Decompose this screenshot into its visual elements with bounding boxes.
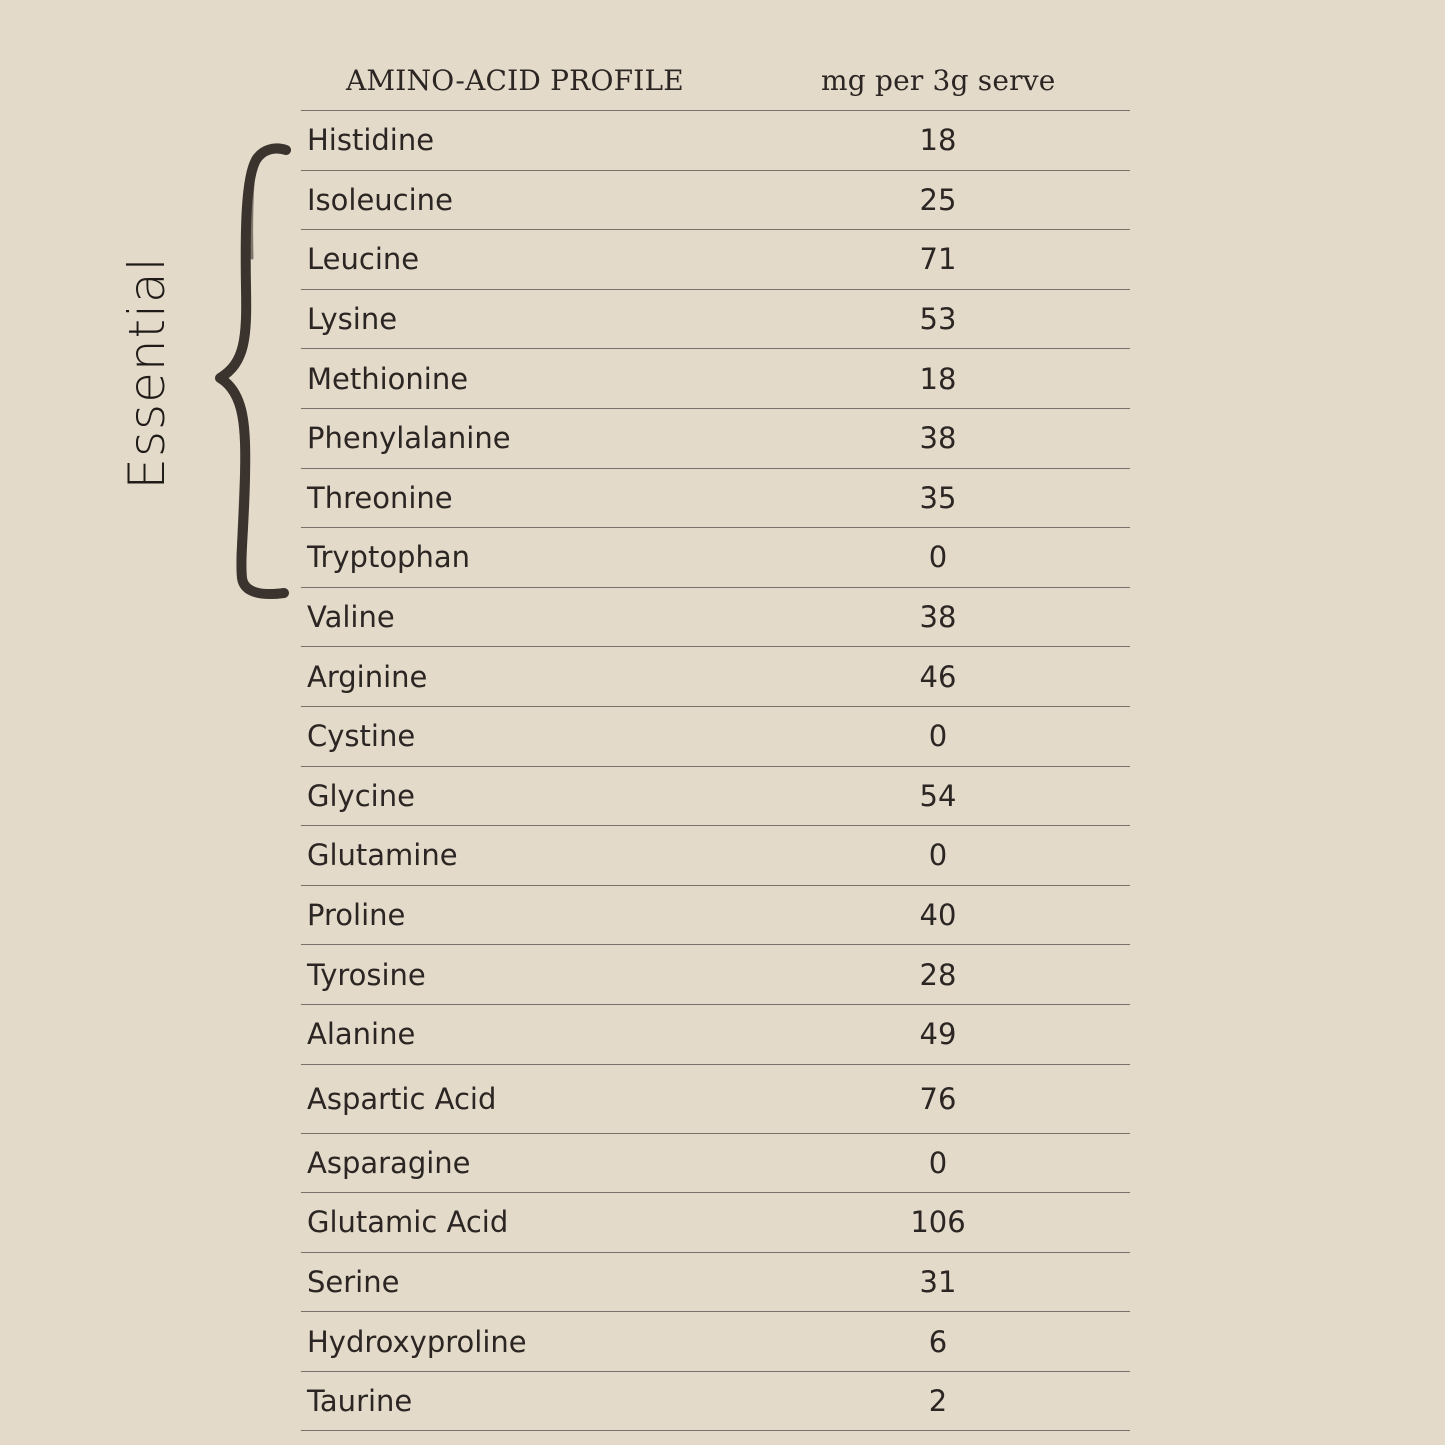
amino-acid-amount: 76 [919, 1081, 957, 1116]
amino-acid-amount: 28 [919, 957, 957, 992]
amino-acid-amount: 38 [919, 600, 957, 635]
amino-acid-name: Taurine [307, 1384, 413, 1419]
amino-acid-amount: 46 [919, 659, 957, 694]
table-row [301, 886, 1130, 946]
amino-acid-amount: 49 [919, 1017, 957, 1052]
table-row [301, 1134, 1130, 1194]
amino-acid-name: Proline [307, 898, 406, 933]
table-row [301, 1193, 1130, 1253]
column-header-amino-acid: AMINO-ACID PROFILE [346, 64, 684, 97]
table-row [301, 707, 1130, 767]
amino-acid-name: Glutamine [307, 838, 458, 873]
table-row [301, 945, 1130, 1005]
amino-acid-name: Leucine [307, 242, 420, 277]
amino-acid-name: Asparagine [307, 1145, 471, 1180]
amino-acid-amount: 53 [919, 302, 957, 337]
amino-acid-name: Tryptophan [307, 540, 470, 575]
amino-acid-amount: 6 [928, 1324, 948, 1359]
amino-acid-amount: 35 [919, 480, 957, 515]
table-row [301, 290, 1130, 350]
table-row [301, 1312, 1130, 1372]
amino-acid-amount: 18 [919, 123, 957, 158]
amino-acid-amount: 0 [928, 1145, 948, 1180]
amino-acid-amount: 18 [919, 361, 957, 396]
amino-acid-name: Valine [307, 600, 395, 635]
table-row [301, 111, 1130, 171]
amino-acid-name: Isoleucine [307, 182, 453, 217]
amino-acid-amount: 31 [919, 1264, 957, 1299]
amino-acid-amount: 40 [919, 898, 957, 933]
table-row [301, 528, 1130, 588]
amino-acid-amount: 2 [928, 1384, 948, 1419]
table-row [301, 469, 1130, 529]
essential-group-label: Essential [118, 256, 176, 490]
amino-acid-name: Tyrosine [307, 957, 426, 992]
amino-acid-name: Phenylalanine [307, 421, 511, 456]
amino-acid-table [301, 111, 1130, 1431]
amino-acid-amount: 0 [928, 719, 948, 754]
table-row [301, 1005, 1130, 1065]
table-row [301, 171, 1130, 231]
amino-acid-name: Glutamic Acid [307, 1205, 509, 1240]
table-row [301, 767, 1130, 827]
table-header [301, 52, 1130, 111]
left-curly-brace-icon [200, 138, 292, 603]
amino-acid-amount: 25 [919, 182, 957, 217]
table-row [301, 588, 1130, 648]
amino-acid-amount: 54 [919, 778, 957, 813]
table-row [301, 1065, 1130, 1134]
table-row [301, 349, 1130, 409]
amino-acid-name: Methionine [307, 361, 469, 396]
amino-acid-name: Histidine [307, 123, 435, 158]
amino-acid-name: Threonine [307, 480, 453, 515]
amino-acid-name: Alanine [307, 1017, 416, 1052]
amino-acid-amount: 0 [928, 838, 948, 873]
amino-acid-amount: 106 [910, 1205, 966, 1240]
table-row [301, 647, 1130, 707]
amino-acid-amount: 0 [928, 540, 948, 575]
amino-acid-name: Cystine [307, 719, 416, 754]
amino-acid-amount: 71 [919, 242, 957, 277]
amino-acid-name: Arginine [307, 659, 428, 694]
column-header-amount: mg per 3g serve [821, 64, 1056, 97]
table-row [301, 230, 1130, 290]
amino-acid-name: Aspartic Acid [307, 1081, 497, 1116]
amino-acid-name: Lysine [307, 302, 398, 337]
table-row [301, 1372, 1130, 1432]
amino-acid-name: Serine [307, 1264, 400, 1299]
amino-acid-amount: 38 [919, 421, 957, 456]
amino-acid-name: Hydroxyproline [307, 1324, 527, 1359]
table-row [301, 826, 1130, 886]
amino-acid-name: Glycine [307, 778, 415, 813]
table-row [301, 409, 1130, 469]
table-row [301, 1253, 1130, 1313]
